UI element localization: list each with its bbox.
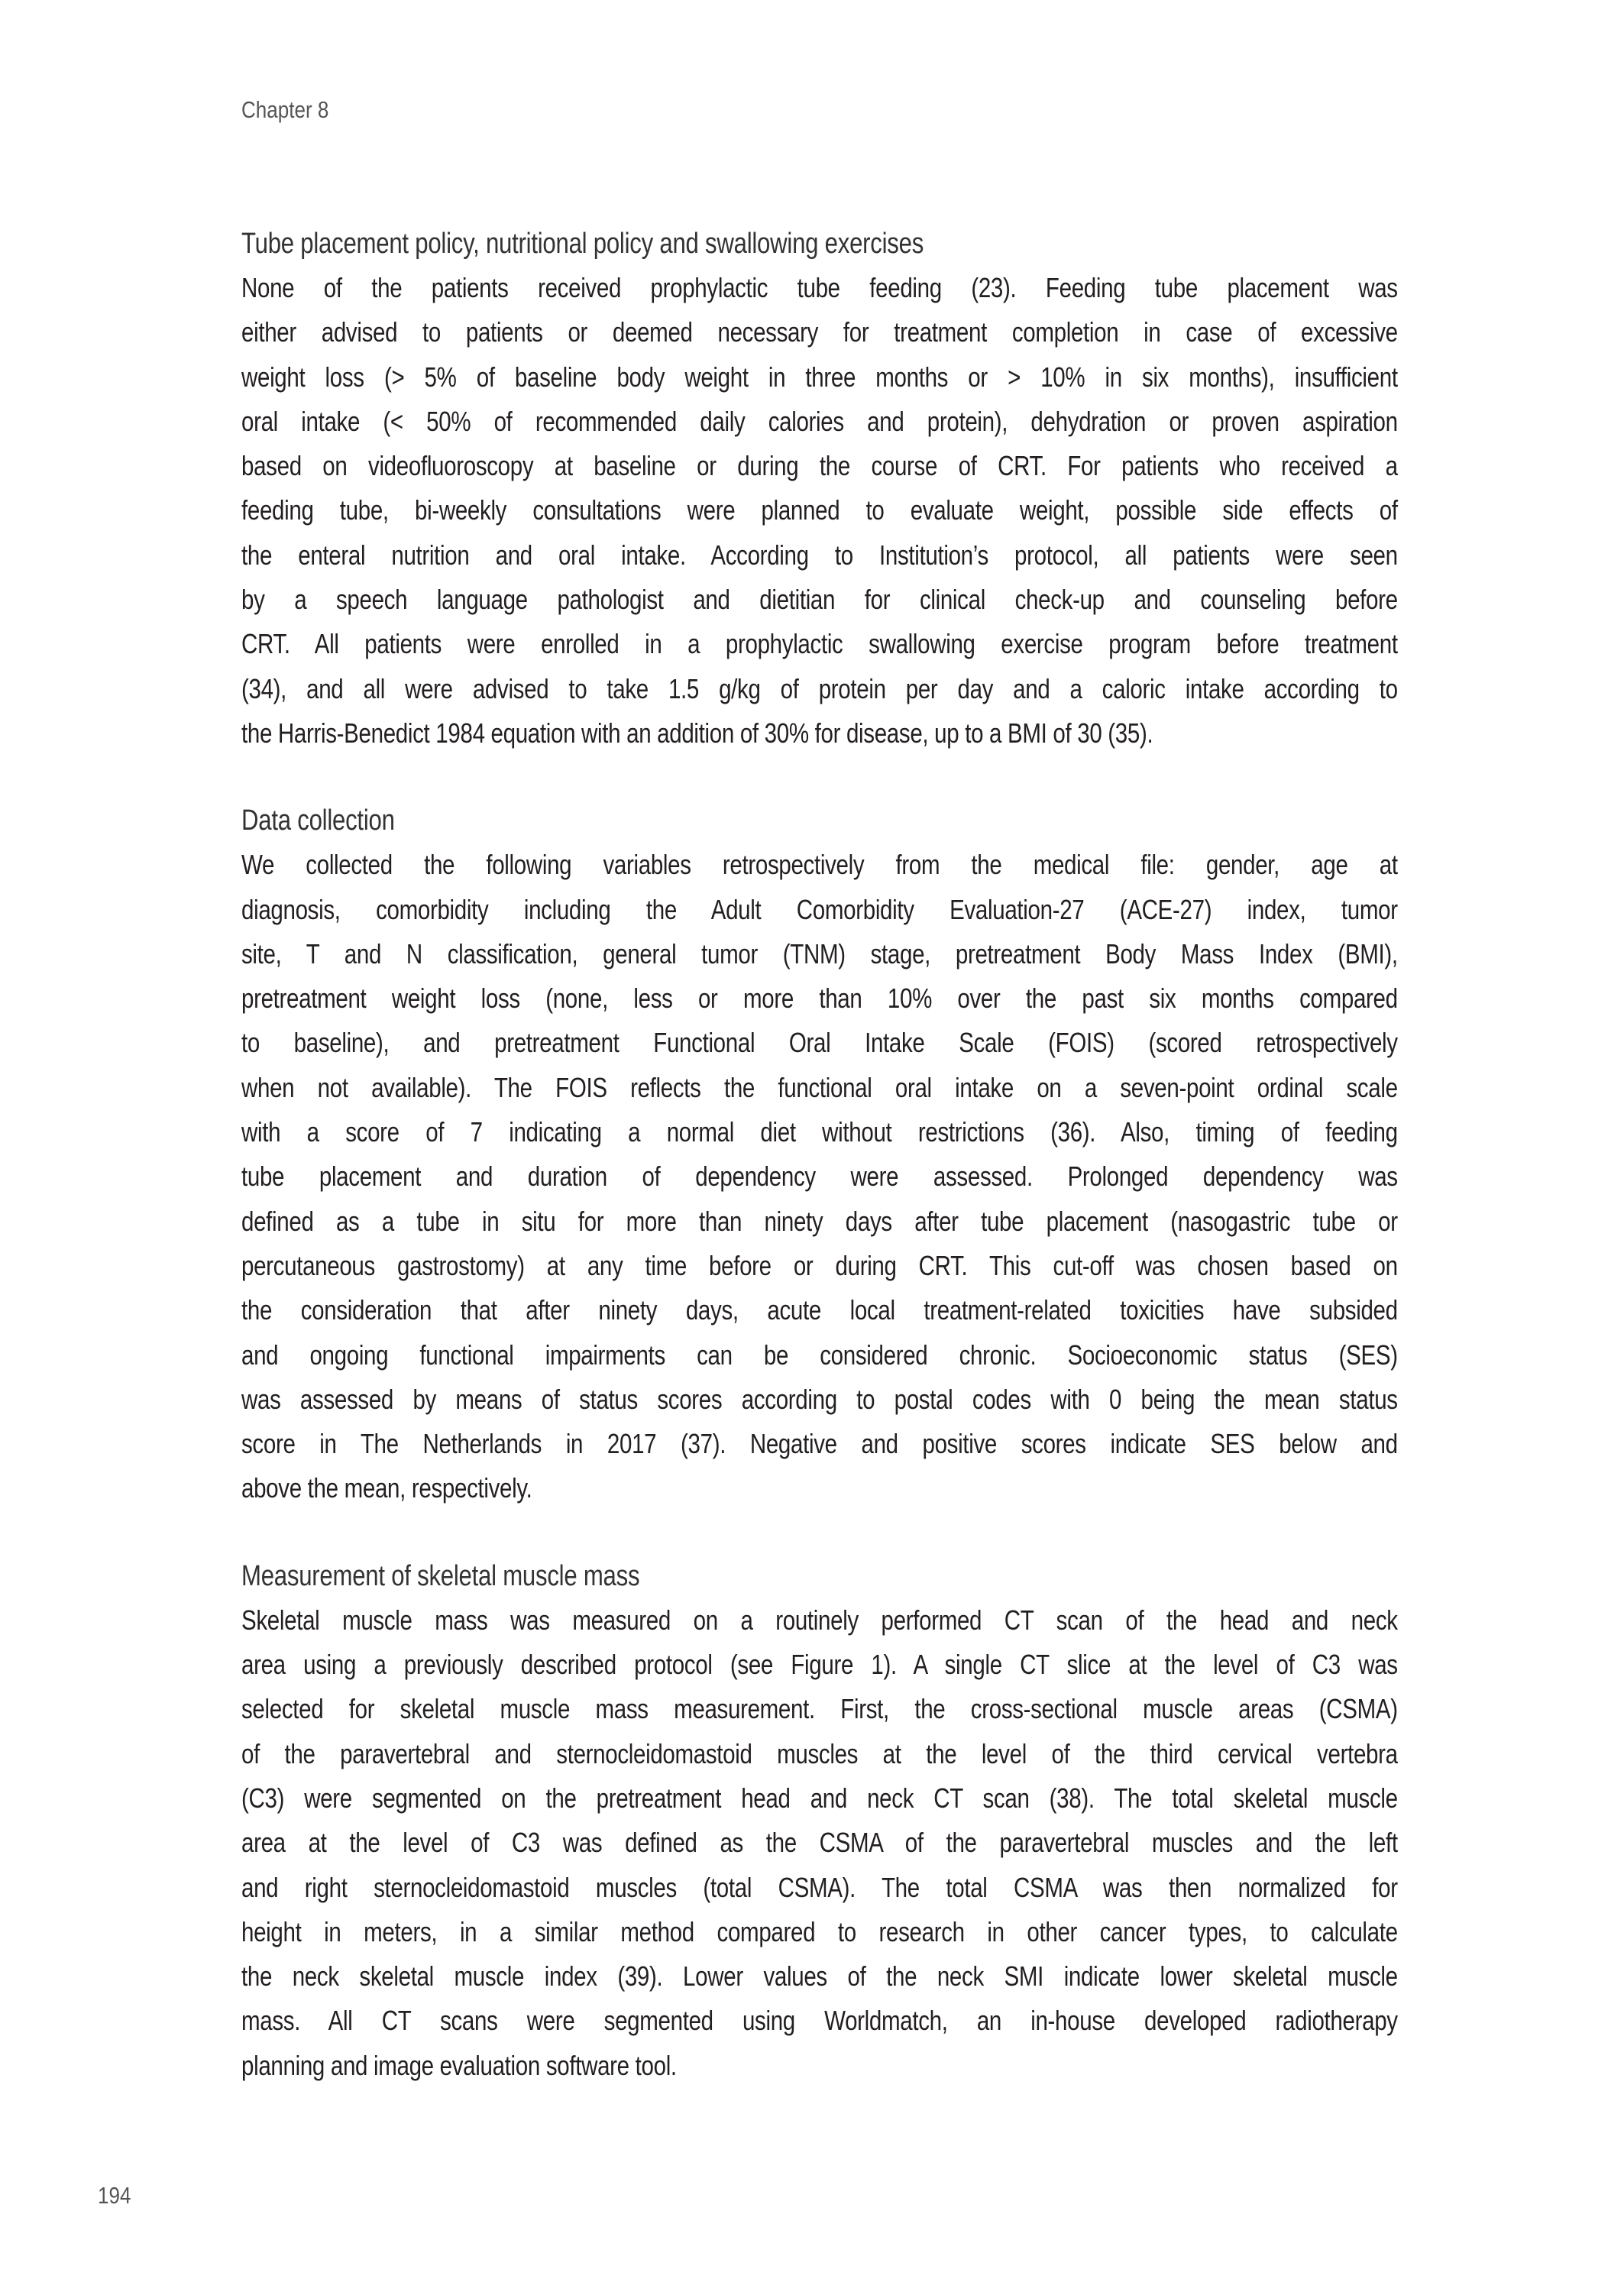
text-line: feeding tube, bi-weekly consultations were planned to evaluate weight, possible side effects of	[241, 494, 1398, 526]
text-line: and right sternocleidomastoid muscles (total CSMA). The total CSMA was then normalized for	[241, 1871, 1398, 1903]
text-line: was assessed by means of status scores according to postal codes with 0 being the mean status	[241, 1383, 1398, 1415]
text-line: mass. All CT scans were segmented using Worldmatch, an in-house developed radiotherapy	[241, 2005, 1398, 2037]
text-line: tube placement and duration of dependency were assessed. Prolonged dependency was	[241, 1161, 1398, 1193]
text-line: area at the level of C3 was defined as the CSMA of the paravertebral muscles and the left	[241, 1827, 1398, 1859]
text-line: the consideration that after ninety days, acute local treatment-related toxicities have subsided	[241, 1294, 1398, 1326]
text-line: area using a previously described protocol (see Figure 1). A single CT slice at the level of C3 was	[241, 1649, 1398, 1681]
section-heading: Measurement of skeletal muscle mass	[241, 1559, 640, 1592]
section	[241, 1554, 1398, 2088]
text-line: pretreatment weight loss (none, less or more than 10% over the past six months compared	[241, 983, 1398, 1015]
text-line: defined as a tube in situ for more than ninety days after tube placement (nasogastric tube or	[241, 1205, 1398, 1237]
text-line: the enteral nutrition and oral intake. According to Institution’s protocol, all patients were seen	[241, 539, 1398, 571]
text-line: either advised to patients or deemed necessary for treatment completion in case of excessive	[241, 316, 1398, 348]
section	[241, 798, 1398, 1510]
text-line: selected for skeletal muscle mass measurement. First, the cross-sectional muscle areas (CSMA)	[241, 1693, 1398, 1725]
text-line: when not available). The FOIS reflects the functional oral intake on a seven-point ordinal scale	[241, 1071, 1398, 1103]
text-line: weight loss (> 5% of baseline body weight in three months or > 10% in six months), insufficient	[241, 361, 1398, 393]
text-line: to baseline), and pretreatment Functional Oral Intake Scale (FOIS) (scored retrospectively	[241, 1027, 1398, 1059]
text-line: site, T and N classification, general tumor (TNM) stage, pretreatment Body Mass Index (BMI),	[241, 937, 1398, 970]
text-line: We collected the following variables retrospectively from the medical file: gender, age at	[241, 849, 1398, 881]
text-line: by a speech language pathologist and dietitian for clinical check-up and counseling before	[241, 584, 1398, 616]
paragraph	[241, 843, 1398, 1510]
text-line: CRT. All patients were enrolled in a prophylactic swallowing exercise program before treatment	[241, 628, 1398, 660]
section	[241, 222, 1398, 756]
text-line: score in The Netherlands in 2017 (37). Negative and positive scores indicate SES below and	[241, 1428, 1398, 1460]
section-heading: Data collection	[241, 804, 395, 837]
text-line: (34), and all were advised to take 1.5 g/kg of protein per day and a caloric intake according to	[241, 672, 1398, 704]
text-line: based on videofluoroscopy at baseline or during the course of CRT. For patients who received a	[241, 450, 1398, 482]
paragraph	[241, 266, 1398, 756]
text-line: the Harris-Benedict 1984 equation with an addition of 30% for disease, up to a BMI of 30 (35).	[241, 717, 1153, 749]
page-number: 194	[98, 2182, 131, 2209]
text-line: None of the patients received prophylactic tube feeding (23). Feeding tube placement was	[241, 272, 1398, 303]
text-line: diagnosis, comorbidity including the Adult Comorbidity Evaluation-27 (ACE-27) index, tumor	[241, 893, 1398, 925]
text-line: percutaneous gastrostomy) at any time before or during CRT. This cut-off was chosen based on	[241, 1249, 1398, 1281]
page-body	[241, 222, 1398, 2131]
text-line: the neck skeletal muscle index (39). Lower values of the neck SMI indicate lower skeletal muscle	[241, 1960, 1398, 1993]
section-heading: Tube placement policy, nutritional policy and swallowing exercises	[241, 228, 924, 260]
text-line: and ongoing functional impairments can be considered chronic. Socioeconomic status (SES)	[241, 1339, 1398, 1371]
text-line: planning and image evaluation software tool.	[241, 2049, 677, 2081]
text-line: above the mean, respectively.	[241, 1472, 532, 1504]
text-line: oral intake (< 50% of recommended daily calories and protein), dehydration or proven aspiration	[241, 405, 1398, 437]
running-head: Chapter 8	[241, 96, 329, 123]
text-line: Skeletal muscle mass was measured on a routinely performed CT scan of the head and neck	[241, 1604, 1398, 1636]
text-line: (C3) were segmented on the pretreatment head and neck CT scan (38). The total skeletal muscle	[241, 1782, 1398, 1814]
text-line: with a score of 7 indicating a normal diet without restrictions (36). Also, timing of feeding	[241, 1116, 1398, 1148]
text-line: of the paravertebral and sternocleidomastoid muscles at the level of the third cervical vertebra	[241, 1737, 1398, 1769]
paragraph	[241, 1598, 1398, 2088]
text-line: height in meters, in a similar method compared to research in other cancer types, to calculate	[241, 1915, 1398, 1947]
